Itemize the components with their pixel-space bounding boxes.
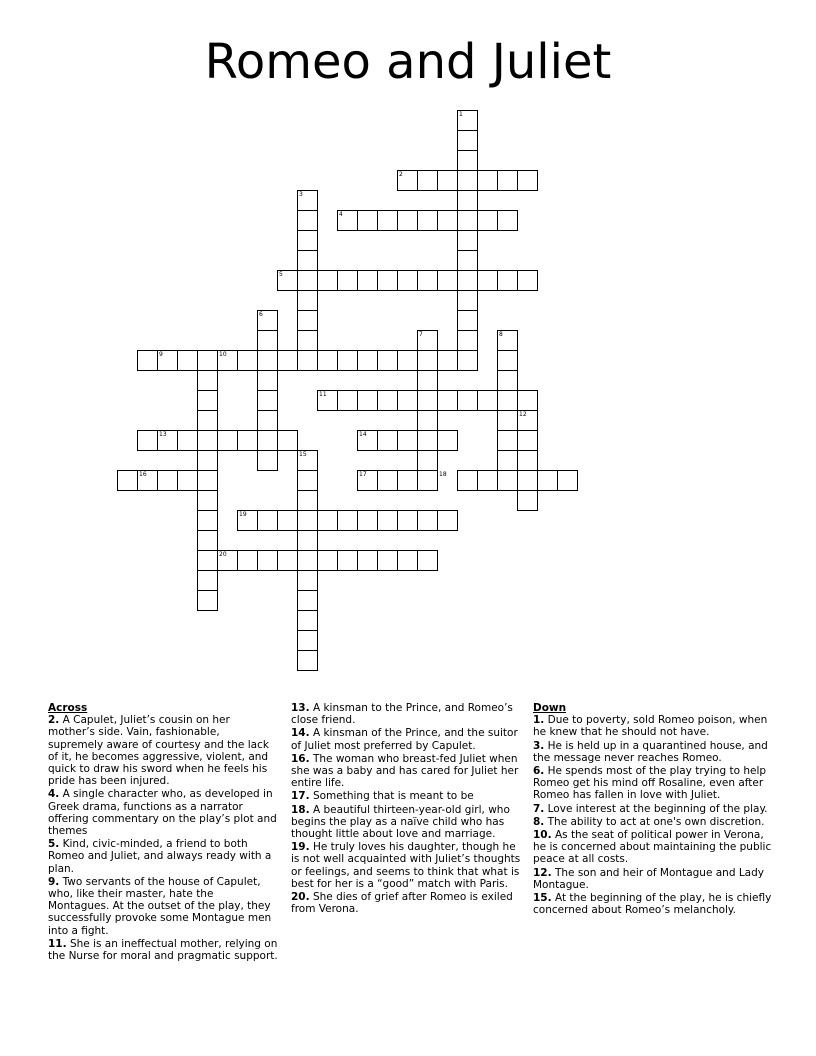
grid-cell[interactable]: [277, 350, 298, 371]
clue-number: 14.: [291, 727, 310, 740]
clue-number: 15.: [533, 892, 552, 905]
cell-number: 3: [299, 191, 303, 198]
grid-cell[interactable]: [157, 430, 178, 451]
grid-cell[interactable]: [377, 350, 398, 371]
grid-cell[interactable]: [457, 190, 478, 211]
down-clue: [533, 867, 773, 891]
grid-cell[interactable]: [257, 550, 278, 571]
grid-cell[interactable]: [297, 450, 318, 471]
clue-text: Two servants of the house of Capulet, who, like their master, hate the Montagues. At the outset of the play, they successfully provoke some Montague men into a fight.: [48, 875, 272, 937]
clue-number: 6.: [533, 765, 545, 778]
grid-cell[interactable]: [337, 270, 358, 291]
clue-text: She dies of grief after Romeo is exiled from Verona.: [291, 891, 513, 916]
across-clue: [291, 702, 523, 726]
grid-cell[interactable]: [417, 210, 438, 231]
grid-cell[interactable]: [297, 270, 318, 291]
grid-cell[interactable]: [317, 390, 338, 411]
grid-cell[interactable]: [497, 370, 518, 391]
grid-cell[interactable]: [257, 450, 278, 471]
grid-cell[interactable]: [497, 170, 518, 191]
grid-cell[interactable]: [297, 470, 318, 491]
cell-number: 12: [519, 411, 527, 418]
grid-cell[interactable]: [197, 470, 218, 491]
grid-cell[interactable]: [357, 550, 378, 571]
grid-cell[interactable]: [197, 350, 218, 371]
grid-cell[interactable]: [417, 330, 438, 351]
grid-cell[interactable]: [257, 310, 278, 331]
across-clue: [48, 714, 278, 787]
grid-cell[interactable]: [217, 350, 238, 371]
grid-cell[interactable]: [457, 390, 478, 411]
grid-cell[interactable]: [417, 450, 438, 471]
grid-cell[interactable]: [397, 470, 418, 491]
grid-cell[interactable]: [337, 510, 358, 531]
grid-cell[interactable]: [297, 550, 318, 571]
grid-cell[interactable]: [297, 630, 318, 651]
clue-number: 2.: [48, 714, 60, 727]
clue-text: At the beginning of the play, he is chiefly concerned about Romeo’s melancholy.: [533, 892, 772, 917]
grid-cell[interactable]: [317, 270, 338, 291]
grid-cell[interactable]: [297, 650, 318, 671]
cell-number: 15: [299, 451, 307, 458]
across-clue: [291, 804, 523, 841]
grid-cell[interactable]: [357, 390, 378, 411]
down-heading: Down: [533, 702, 567, 714]
grid-cell[interactable]: [377, 430, 398, 451]
grid-cell[interactable]: [517, 270, 538, 291]
grid-cell[interactable]: [457, 330, 478, 351]
across-clue: [48, 838, 278, 875]
grid-cell[interactable]: [457, 210, 478, 231]
grid-cell[interactable]: [337, 350, 358, 371]
grid-cell[interactable]: [197, 570, 218, 591]
grid-cell[interactable]: [277, 550, 298, 571]
grid-cell[interactable]: [497, 390, 518, 411]
clue-number: 4.: [48, 788, 60, 801]
grid-cell[interactable]: [497, 330, 518, 351]
across-clue: [48, 938, 278, 962]
clue-text: As the seat of political power in Verona, he is concerned about maintaining the public peace at all costs.: [533, 829, 772, 866]
grid-cell[interactable]: [477, 210, 498, 231]
clue-number: 5.: [48, 838, 60, 851]
grid-cell[interactable]: [497, 410, 518, 431]
down-clue: [533, 765, 773, 802]
grid-cell[interactable]: [297, 510, 318, 531]
across-heading: Across: [48, 702, 88, 714]
grid-cell[interactable]: [457, 310, 478, 331]
grid-cell[interactable]: [457, 350, 478, 371]
grid-cell[interactable]: [257, 430, 278, 451]
clue-text: He truly loves his daughter, though he is not well acquainted with Juliet’s thoughts or feelings, and seems to think that what is best for her is a “good” match with Paris.: [291, 841, 521, 890]
grid-cell[interactable]: [297, 530, 318, 551]
grid-cell[interactable]: [137, 350, 158, 371]
grid-cell[interactable]: [197, 590, 218, 611]
grid-cell[interactable]: [137, 470, 158, 491]
grid-cell[interactable]: [417, 270, 438, 291]
clue-number: 1.: [533, 714, 545, 727]
grid-cell[interactable]: [437, 170, 458, 191]
grid-cell[interactable]: [297, 570, 318, 591]
clue-text: Due to poverty, sold Romeo poison, when he knew that he should not have.: [533, 714, 768, 739]
cell-number: 16: [139, 471, 147, 478]
grid-cell[interactable]: [477, 270, 498, 291]
grid-cell[interactable]: [417, 350, 438, 371]
grid-cell[interactable]: [397, 210, 418, 231]
grid-cell[interactable]: [317, 350, 338, 371]
clue-text: The woman who breast-fed Juliet when she was a baby and has cared for Juliet her entire life.: [291, 752, 519, 790]
clue-text: Something that is meant to be: [309, 790, 474, 803]
clue-number: 10.: [533, 829, 552, 842]
grid-cell[interactable]: [397, 170, 418, 191]
cell-number: 17: [359, 471, 367, 478]
grid-cell[interactable]: [457, 110, 478, 131]
grid-cell[interactable]: [437, 270, 458, 291]
clue-number: 3.: [533, 739, 545, 752]
grid-cell[interactable]: [477, 470, 498, 491]
clue-text: Kind, civic-minded, a friend to both Romeo and Juliet, and always ready with a plan.: [48, 838, 272, 875]
grid-cell[interactable]: [197, 430, 218, 451]
grid-cell[interactable]: [197, 410, 218, 431]
grid-cell[interactable]: [417, 470, 438, 491]
grid-cell[interactable]: [237, 350, 258, 371]
cell-number: 1: [459, 111, 463, 118]
grid-cell[interactable]: [457, 150, 478, 171]
grid-cell[interactable]: [357, 350, 378, 371]
grid-cell[interactable]: [257, 510, 278, 531]
grid-cell[interactable]: [137, 430, 158, 451]
cell-number: 6: [259, 311, 263, 318]
grid-cell[interactable]: [397, 350, 418, 371]
grid-cell[interactable]: [517, 430, 538, 451]
grid-cell[interactable]: [377, 510, 398, 531]
grid-cell[interactable]: [497, 350, 518, 371]
clue-number: 13.: [291, 702, 310, 714]
clue-text: A single character who, as developed in Greek drama, functions as a narrator offering commentary on the play’s plot and themes: [48, 788, 277, 838]
cell-number: 2: [399, 171, 403, 178]
down-clue: [533, 829, 773, 866]
grid-cell[interactable]: [357, 430, 378, 451]
grid-cell[interactable]: [437, 390, 458, 411]
grid-cell[interactable]: [397, 550, 418, 571]
clue-text: A kinsman to the Prince, and Romeo’s close friend.: [291, 702, 513, 727]
grid-cell[interactable]: [357, 270, 378, 291]
across-clue: [291, 891, 523, 915]
grid-cell[interactable]: [197, 450, 218, 471]
grid-cell[interactable]: [297, 330, 318, 351]
down-clue: [533, 892, 773, 916]
grid-cell[interactable]: [297, 490, 318, 511]
grid-cell[interactable]: [397, 430, 418, 451]
grid-cell[interactable]: [297, 250, 318, 271]
down-clue: [533, 714, 773, 738]
clue-number: 16.: [291, 752, 310, 765]
down-clues: [533, 702, 773, 917]
grid-cell[interactable]: [377, 550, 398, 571]
grid-cell[interactable]: [297, 290, 318, 311]
cell-number: 19: [239, 511, 247, 518]
cell-number: 8: [499, 331, 503, 338]
grid-cell[interactable]: [357, 470, 378, 491]
grid-cell[interactable]: [117, 470, 138, 491]
cell-number: 20: [219, 551, 227, 558]
grid-cell[interactable]: [157, 470, 178, 491]
grid-cell[interactable]: [257, 370, 278, 391]
grid-cell[interactable]: [237, 550, 258, 571]
across-clue: [48, 788, 278, 837]
grid-cell[interactable]: [257, 390, 278, 411]
grid-cell[interactable]: [397, 510, 418, 531]
clue-number: 18.: [291, 803, 310, 816]
clue-text: The son and heir of Montague and Lady Montague.: [533, 866, 764, 891]
grid-cell[interactable]: [437, 430, 458, 451]
clue-text: A Capulet, Juliet’s cousin on her mother’s side. Vain, fashionable, supremely aware of courtesy and the lack of it, he becomes aggressive, violent, and quick to draw his sword when he feels his pride has been injured.: [48, 714, 269, 788]
clue-number: 20.: [291, 891, 310, 904]
grid-cell[interactable]: [197, 510, 218, 531]
grid-cell[interactable]: [157, 350, 178, 371]
cell-number: 9: [159, 351, 163, 358]
grid-cell[interactable]: [297, 350, 318, 371]
grid-cell[interactable]: [297, 190, 318, 211]
across-clue: [48, 876, 278, 937]
clue-text: He spends most of the play trying to help Romeo get his mind off Rosaline, even after Romeo has fallen in love with Juliet.: [533, 765, 767, 802]
grid-cell[interactable]: [397, 270, 418, 291]
grid-cell[interactable]: [317, 550, 338, 571]
grid-cell[interactable]: [197, 490, 218, 511]
grid-cell[interactable]: [257, 330, 278, 351]
grid-cell[interactable]: [517, 170, 538, 191]
grid-cell[interactable]: [177, 430, 198, 451]
clue-text: He is held up in a quarantined house, and the message never reaches Romeo.: [533, 739, 768, 764]
across-clue: [291, 753, 523, 790]
grid-cell[interactable]: [357, 210, 378, 231]
clue-number: 19.: [291, 841, 310, 854]
grid-cell[interactable]: [257, 410, 278, 431]
grid-cell[interactable]: [437, 510, 458, 531]
grid-cell[interactable]: [177, 470, 198, 491]
across-clue: [291, 727, 523, 751]
grid-cell[interactable]: [277, 270, 298, 291]
clue-text: She is an ineffectual mother, relying on the Nurse for moral and pragmatic support.: [48, 937, 278, 963]
page-title: Romeo and Juliet: [204, 34, 612, 90]
grid-cell[interactable]: [417, 510, 438, 531]
across-clues: [48, 702, 278, 963]
grid-cell[interactable]: [337, 550, 358, 571]
grid-cell[interactable]: [377, 470, 398, 491]
across-clue: [291, 841, 523, 890]
grid-cell[interactable]: [377, 210, 398, 231]
grid-cell[interactable]: [297, 310, 318, 331]
grid-cell[interactable]: [237, 430, 258, 451]
grid-cell[interactable]: [517, 410, 538, 431]
grid-cell[interactable]: [537, 470, 558, 491]
cell-number: 13: [159, 431, 167, 438]
grid-cell[interactable]: [277, 510, 298, 531]
grid-cell[interactable]: [497, 450, 518, 471]
grid-cell[interactable]: [497, 210, 518, 231]
grid-cell[interactable]: [457, 470, 478, 491]
grid-cell[interactable]: [417, 430, 438, 451]
grid-cell[interactable]: [197, 530, 218, 551]
grid-cell[interactable]: [217, 550, 238, 571]
grid-cell[interactable]: [197, 390, 218, 411]
grid-cell[interactable]: [477, 170, 498, 191]
across-clue: [291, 790, 523, 802]
grid-cell[interactable]: [517, 490, 538, 511]
grid-cell[interactable]: [297, 590, 318, 611]
grid-cell[interactable]: [197, 370, 218, 391]
grid-cell[interactable]: [457, 250, 478, 271]
clue-number: 17.: [291, 790, 310, 803]
grid-cell[interactable]: [457, 230, 478, 251]
grid-cell[interactable]: [417, 550, 438, 571]
grid-cell[interactable]: [497, 470, 518, 491]
grid-cell[interactable]: [457, 130, 478, 151]
down-clue: [533, 803, 773, 815]
grid-cell[interactable]: [477, 390, 498, 411]
grid-cell[interactable]: [457, 170, 478, 191]
clue-number: 11.: [48, 937, 67, 950]
grid-cell[interactable]: [257, 350, 278, 371]
clue-number: 12.: [533, 866, 552, 879]
grid-cell[interactable]: [557, 470, 578, 491]
grid-cell[interactable]: [377, 270, 398, 291]
clue-text: The ability to act at one's own discretion.: [544, 815, 765, 828]
grid-cell[interactable]: [197, 550, 218, 571]
clue-number: 8.: [533, 815, 545, 828]
grid-cell[interactable]: [297, 610, 318, 631]
grid-cell[interactable]: [277, 430, 298, 451]
grid-cell[interactable]: [417, 410, 438, 431]
down-clue: [533, 740, 773, 764]
grid-cell[interactable]: [497, 430, 518, 451]
down-clue: [533, 816, 773, 828]
grid-cell[interactable]: [177, 350, 198, 371]
grid-cell[interactable]: [357, 510, 378, 531]
grid-cell[interactable]: [217, 430, 238, 451]
cell-number: 10: [219, 351, 227, 358]
across-clues-continued: [291, 702, 523, 916]
cell-number: 4: [339, 211, 343, 218]
cell-number: 14: [359, 431, 367, 438]
grid-cell[interactable]: [497, 270, 518, 291]
clue-text: A kinsman of the Prince, and the suitor of Juliet most preferred by Capulet.: [291, 727, 518, 752]
cell-number: 11: [319, 391, 327, 398]
grid-cell[interactable]: [457, 270, 478, 291]
grid-cell[interactable]: [317, 510, 338, 531]
grid-cell[interactable]: [397, 390, 418, 411]
cell-number: 5: [279, 271, 283, 278]
clue-text: A beautiful thirteen-year-old girl, who begins the play as a naïve child who has thought little about love and marriage.: [291, 803, 510, 841]
cell-number: 7: [419, 331, 423, 338]
grid-cell[interactable]: [437, 350, 458, 371]
grid-cell[interactable]: [337, 210, 358, 231]
grid-cell[interactable]: [297, 230, 318, 251]
grid-cell[interactable]: [517, 470, 538, 491]
cell-number: 18: [439, 471, 447, 478]
clue-text: Love interest at the beginning of the play.: [544, 802, 768, 815]
grid-cell[interactable]: [517, 450, 538, 471]
grid-cell[interactable]: [417, 170, 438, 191]
grid-cell[interactable]: [437, 210, 458, 231]
grid-cell[interactable]: [337, 390, 358, 411]
clue-number: 9.: [48, 875, 60, 888]
grid-cell[interactable]: [517, 390, 538, 411]
grid-cell[interactable]: [417, 370, 438, 391]
grid-cell[interactable]: [237, 510, 258, 531]
grid-cell[interactable]: [417, 390, 438, 411]
clue-number: 7.: [533, 802, 545, 815]
grid-cell[interactable]: [377, 390, 398, 411]
grid-cell[interactable]: [297, 210, 318, 231]
grid-cell[interactable]: [457, 290, 478, 311]
